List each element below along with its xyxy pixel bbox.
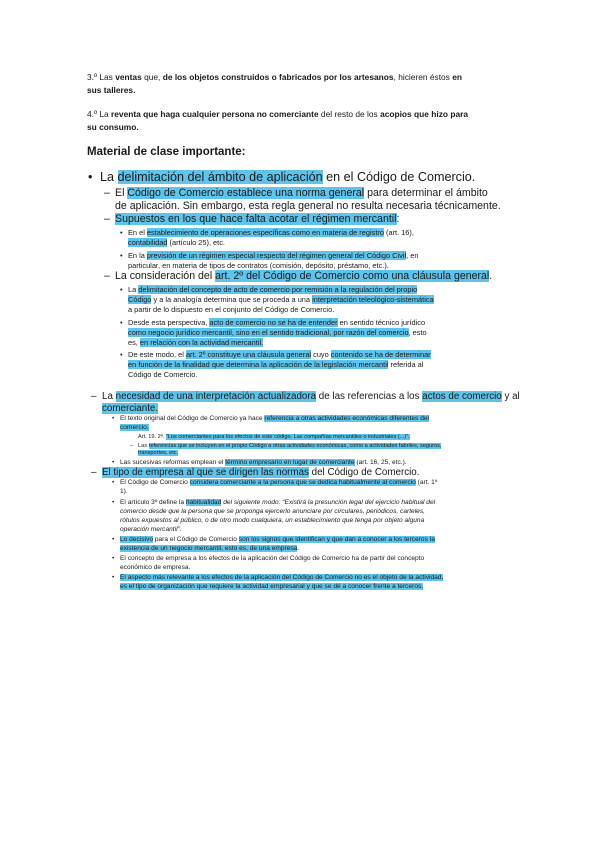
highlighted-text: art. 2º constituye una cláusula general: [185, 350, 312, 359]
highlighted-text: El aspecto más relevante a los efectos de la aplicación del Código de Comercio no es el objeto de la actividad,: [120, 574, 444, 581]
outline-item-level1: [88, 170, 475, 184]
text: del resto de los: [318, 109, 381, 119]
text: (art. 16),: [383, 228, 414, 237]
outline-item-continuation: [102, 403, 158, 414]
bullet-icon: •: [88, 170, 93, 184]
text: 4.º La: [87, 109, 112, 119]
text: del siguiente modo: “Existirá la presunción legal del ejercicio habitual del: [221, 499, 436, 506]
bullet-icon: •: [112, 574, 115, 581]
highlighted-text: Lo decisivo: [120, 536, 153, 543]
highlighted-text: como negocio jurídico mercantil, sino en el sentido tradicional, por razón del comercio: [128, 328, 409, 337]
bold-text: acopios que hizo para: [380, 109, 469, 119]
text: El texto original del Código de Comercio ya hace: [120, 415, 265, 422]
bullet-icon: •: [112, 536, 115, 543]
highlighted-text: referencia a otras actividades económicas diferentes del: [264, 415, 429, 422]
outline-item-level4: [130, 443, 441, 449]
outline-item-continuation: [120, 583, 423, 590]
highlighted-text: establecimiento de operaciones específicas como en materia de registro: [146, 228, 384, 237]
text: La: [100, 170, 118, 184]
text: (art. 1º: [415, 479, 438, 486]
text: , hicieren éstos: [393, 72, 453, 82]
bullet-icon: •: [112, 415, 115, 422]
outline-item-continuation: [138, 450, 178, 456]
text: 3.º Las: [87, 72, 116, 82]
text: que,: [141, 72, 163, 82]
section-heading: Material de clase importante:: [87, 146, 246, 158]
outline-item-level3: [112, 536, 435, 543]
text: (artículo 25), etc.: [167, 238, 225, 247]
bold-text: en: [452, 72, 462, 82]
outline-item-level2: [104, 213, 399, 225]
dash-icon: –: [104, 213, 110, 225]
text: .: [489, 270, 493, 282]
highlighted-text: Código de Comercio establece una norma general: [127, 187, 365, 199]
dash-icon: –: [104, 270, 110, 282]
outline-item-level3: [120, 318, 425, 327]
outline-item-level3: [112, 459, 407, 466]
highlighted-text: es el tipo de organización que requiere la actividad empresarial y que se dé a conocer frente a terceros.: [120, 583, 424, 590]
outline-item-continuation: [128, 338, 263, 347]
outline-item-continuation: [120, 545, 299, 552]
dash-icon: –: [104, 187, 110, 199]
outline-item-continuation: de aplicación. Sin embargo, esta regla general no resulta necesaria técnicamente.: [115, 200, 501, 212]
highlighted-text: Supuestos en los que hace falta acotar el régimen mercantil: [115, 213, 397, 225]
text: para el Código de Comercio: [153, 536, 239, 543]
text: Desde esta perspectiva,: [128, 318, 210, 327]
outline-item-level4: [138, 434, 410, 440]
text: La: [102, 391, 116, 402]
text: de las referencias a los: [316, 391, 423, 402]
outline-item-continuation: operación mercantil”.: [120, 526, 182, 533]
bold-text: de los objetos construidos o fabricados por los artesanos: [162, 72, 394, 82]
highlighted-text: art. 2º del Código de Comercio como una cláusula general: [215, 270, 490, 282]
text: referida al: [388, 360, 424, 369]
highlighted-text: comercio.: [120, 424, 149, 431]
bullet-icon: •: [112, 479, 115, 486]
text: En la: [128, 251, 147, 260]
outline-item-level3: [112, 499, 435, 506]
text: Art. 19. 2ª.: [138, 434, 166, 440]
outline-item-continuation: particular, en materia de tipos de contratos (comisión, depósito, préstamo, etc.).: [128, 261, 389, 270]
outline-item-level3: [112, 479, 437, 486]
outline-item-level3: [112, 415, 429, 422]
bullet-icon: •: [112, 499, 115, 506]
bullet-icon: •: [120, 350, 123, 359]
highlighted-text: El tipo de empresa al que se dirigen las normas: [102, 467, 309, 478]
highlighted-text: delimitación del ámbito de aplicación: [117, 170, 323, 184]
highlighted-text: referencias que se incluyen en el propio Código a otras actividades económicas, como a actividades fabriles, seguros,: [148, 443, 442, 449]
outline-item-continuation: [128, 360, 423, 369]
highlighted-text: en función de la finalidad que determina la aplicación de la legislación mercantil: [128, 360, 389, 369]
paragraph-4: [87, 108, 517, 134]
outline-item-level3: [120, 251, 418, 260]
outline-item-level3: [112, 574, 443, 581]
outline-item-level2: [91, 391, 520, 402]
outline-item-continuation: Código de Comercio.: [128, 370, 198, 379]
dash-icon: –: [91, 391, 97, 402]
highlighted-text: de una empresa: [249, 545, 298, 552]
outline-item-level3: [120, 350, 431, 359]
text: En el: [128, 228, 147, 237]
dash-icon: –: [91, 467, 97, 478]
dash-icon: –: [130, 443, 134, 449]
bold-text: ventas: [115, 72, 142, 82]
text: :: [396, 213, 400, 225]
highlighted-text: en relación con la actividad mercantil.: [139, 338, 264, 347]
highlighted-text: acto de comercio no se ha de entender: [209, 318, 338, 327]
highlighted-text: interpretación teleológico-sistemática: [312, 295, 434, 304]
bullet-icon: •: [120, 318, 123, 327]
text: y al: [501, 391, 520, 402]
highlighted-text: comerciante.: [102, 403, 159, 414]
text: El: [115, 187, 128, 199]
text: Las sucesivas reformas emplean el: [120, 459, 226, 466]
highlighted-text: habitualidad: [185, 499, 222, 506]
bold-text: sus talleres.: [87, 85, 136, 95]
outline-item-continuation: [128, 238, 225, 247]
text: (art. 16, 25, etc.).: [354, 459, 407, 466]
highlighted-text: actos de comercio: [422, 391, 502, 402]
bold-text: su consumo.: [87, 122, 139, 132]
text: El Código de Comercio: [120, 479, 190, 486]
outline-item-continuation: rótulos expuestos al público, o de otro modo cualquiera, un establecimiento que tenga por objeto alguna: [120, 517, 425, 524]
text: El artículo 3º define la: [120, 499, 186, 506]
text: La consideración del: [115, 270, 216, 282]
text: , esto: [408, 328, 427, 337]
bullet-icon: •: [120, 251, 123, 260]
outline-item-level3: [120, 228, 414, 237]
paragraph-3: [87, 71, 517, 97]
text: y a la analogía determina que se proceda a una: [151, 295, 313, 304]
outline-item-continuation: [120, 424, 149, 431]
outline-item-continuation: a partir de lo dispuesto en el conjunto del Código de Comercio.: [128, 305, 335, 314]
bold-text: reventa que haga cualquier persona no comerciante: [111, 109, 319, 119]
outline-item-level3: [112, 555, 424, 562]
outline-item-continuation: económico de empresa.: [120, 564, 191, 571]
text: cuyo: [311, 350, 331, 359]
outline-item-continuation: [128, 295, 434, 304]
text: en el Código de Comercio.: [322, 170, 476, 184]
highlighted-text: transportes, etc.: [138, 450, 179, 456]
highlighted-text: término empresario en lugar de comerciante: [225, 459, 355, 466]
outline-item-continuation: [128, 328, 427, 337]
highlighted-text: delimitación del concepto de acto de comercio por remisión a la regulación del propio: [138, 285, 418, 294]
highlighted-text: previsión de un régimen especial respecto del régimen general del Código Civil: [146, 251, 407, 260]
text: es,: [128, 338, 140, 347]
bullet-icon: •: [120, 285, 123, 294]
outline-item-continuation: 1).: [120, 488, 128, 495]
bullet-icon: •: [112, 459, 115, 466]
text: , en: [406, 251, 419, 260]
bullet-icon: •: [120, 228, 123, 237]
outline-item-continuation: comercio desde que la persona que se proponga ejercerlo anunciare por circulares, periódicos, carteles,: [120, 508, 425, 515]
text: El concepto de empresa a los efectos de la aplicación del Código de Comercio ha de partir del concepto: [120, 555, 425, 562]
highlighted-text: considera comerciante a la persona que se dedica habitualmente al comercio: [189, 479, 416, 486]
highlighted-text: contenido se ha de determinar: [330, 350, 431, 359]
highlighted-text: contabilidad: [128, 238, 168, 247]
highlighted-text: son los signos que identifican y que dan a conocer a los terceros la: [238, 536, 435, 543]
text: del Código de Comercio.: [308, 467, 420, 478]
text: Las: [138, 443, 149, 449]
text: para determinar el ámbito: [364, 187, 488, 199]
text: .: [297, 545, 300, 552]
outline-item-level2: [91, 467, 419, 478]
text: en sentido técnico jurídico: [337, 318, 426, 327]
highlighted-text: necesidad de una interpretación actualizadora: [115, 391, 317, 402]
highlighted-text: existencia de un negocio mercantil, esto es,: [120, 545, 250, 552]
text: De este modo, el: [128, 350, 186, 359]
highlighted-text: Código: [128, 295, 152, 304]
bullet-icon: •: [112, 555, 115, 562]
outline-item-level3: [120, 285, 417, 294]
outline-item-level2: [104, 187, 488, 199]
outline-item-level2: [104, 270, 492, 282]
highlighted-text: “Los comerciantes para los efectos de este código. Las compañías mercantiles o industriales (...)”.: [165, 434, 410, 440]
text: La: [128, 285, 139, 294]
